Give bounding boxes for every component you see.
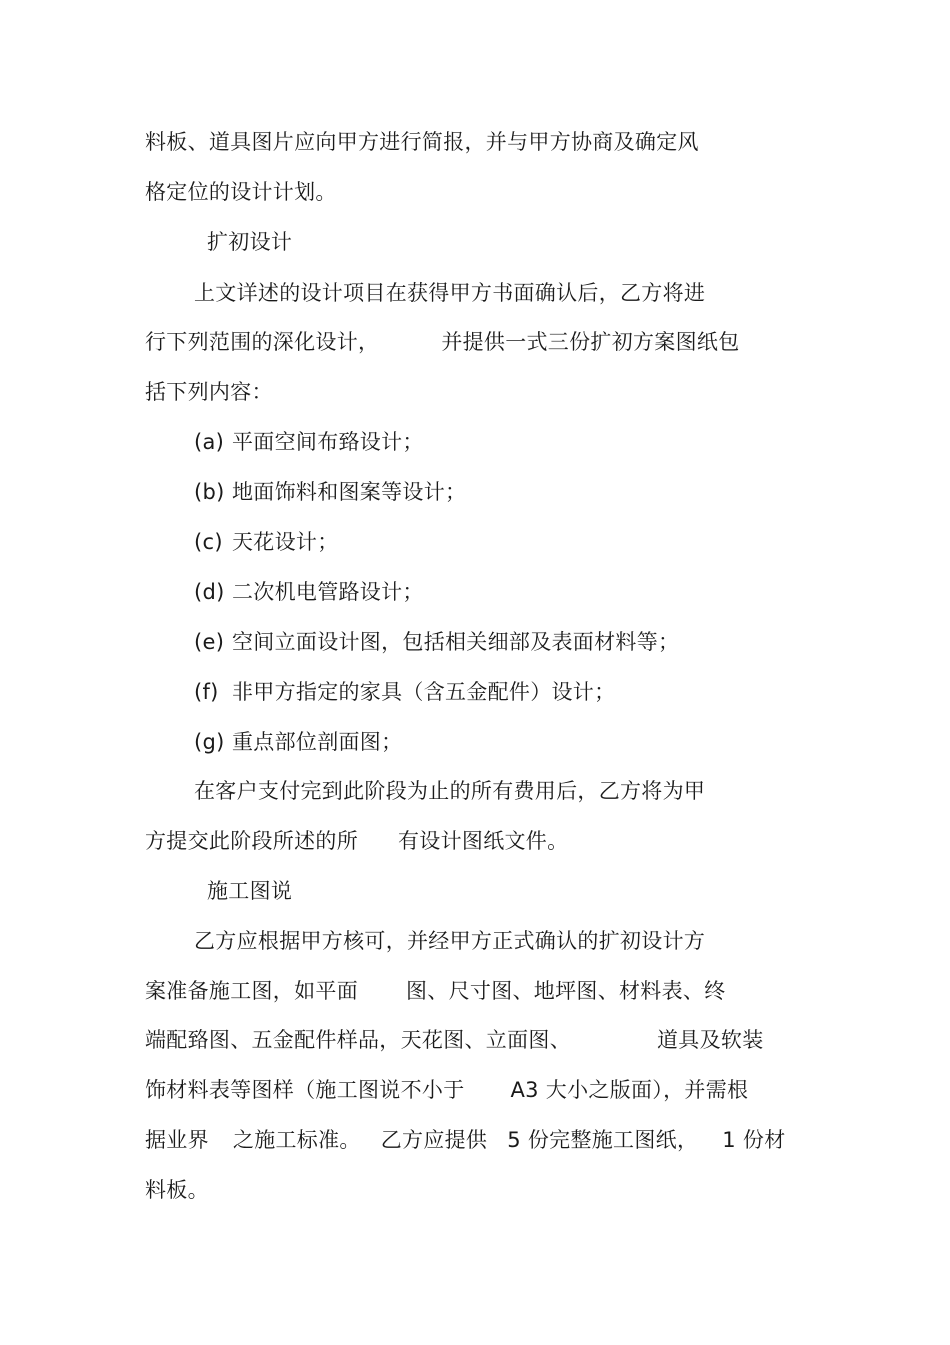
- paragraph-line: [145, 977, 726, 1005]
- text-segment: 据业界: [145, 1128, 209, 1152]
- list-item-label: (f): [194, 680, 219, 704]
- text-segment: 方提交此阶段所述的所: [145, 829, 358, 853]
- paragraph-line: [145, 1076, 748, 1104]
- paragraph-line: 料板、道具图片应向甲方进行简报，并与甲方协商及确定风: [145, 130, 699, 154]
- text-segment: 端配臵图、五金配件样品，天花图、立面图、: [145, 1028, 571, 1052]
- text-segment: 行下列范围的深化设计，: [145, 330, 380, 354]
- section-heading-preliminary: 扩初设计: [207, 230, 293, 254]
- text-segment: 有设计图纸文件。: [398, 829, 569, 853]
- text-segment: 案准备施工图，如平面: [145, 979, 358, 1003]
- list-item-text: 二次机电管路设计；: [232, 580, 424, 604]
- section-heading-construction: 施工图说: [207, 879, 293, 903]
- text-segment: 之施工标准。: [232, 1128, 361, 1152]
- list-item-label: (b): [194, 480, 225, 504]
- paragraph-line: [145, 1026, 764, 1054]
- list-item: [194, 478, 466, 506]
- paragraph-line: [145, 827, 568, 855]
- text-segment: 饰材料表等图样（施工图说不小于: [145, 1078, 465, 1102]
- paragraph-line: 乙方应根据甲方核可，并经甲方正式确认的扩初设计方: [194, 929, 706, 953]
- paragraph-line: 括下列内容：: [145, 380, 273, 404]
- text-segment: 道具及软装: [657, 1028, 764, 1052]
- paragraph-line: [145, 328, 740, 356]
- list-item-label: (c): [194, 530, 223, 554]
- text-segment: 1 份材: [722, 1128, 786, 1152]
- text-segment: 图、尺寸图、地坪图、材料表、终: [406, 979, 726, 1003]
- list-item-text: 空间立面设计图，包括相关细部及表面材料等；: [232, 630, 680, 654]
- paragraph-line: 上文详述的设计项目在获得甲方书面确认后，乙方将进: [194, 281, 706, 305]
- list-item: [194, 528, 339, 556]
- list-item-text: 地面饰料和图案等设计；: [232, 480, 467, 504]
- list-item-label: (g): [194, 730, 225, 754]
- list-item: [194, 678, 615, 706]
- list-item: [194, 428, 424, 456]
- list-item-text: 平面空间布臵设计；: [232, 430, 424, 454]
- text-segment: 并提供一式三份扩初方案图纸包: [441, 330, 740, 354]
- list-item-text: 非甲方指定的家具（含五金配件）设计；: [232, 680, 616, 704]
- list-item: [194, 728, 402, 756]
- list-item-label: (e): [194, 630, 225, 654]
- paragraph-line: [145, 1126, 786, 1154]
- text-segment: A3 大小之版面），并需根: [510, 1078, 749, 1102]
- list-item: [194, 578, 424, 606]
- list-item-label: (a): [194, 430, 225, 454]
- list-item-text: 天花设计；: [232, 530, 339, 554]
- text-segment: 乙方应提供: [380, 1128, 488, 1152]
- list-item-label: (d): [194, 580, 225, 604]
- list-item: [194, 628, 679, 656]
- paragraph-line: 料板。: [145, 1178, 209, 1202]
- paragraph-line: 在客户支付完到此阶段为止的所有费用后，乙方将为甲: [194, 779, 706, 803]
- text-segment: 5 份完整施工图纸，: [507, 1128, 699, 1152]
- list-item-text: 重点部位剖面图；: [232, 730, 403, 754]
- paragraph-line: 格定位的设计计划。: [145, 180, 337, 204]
